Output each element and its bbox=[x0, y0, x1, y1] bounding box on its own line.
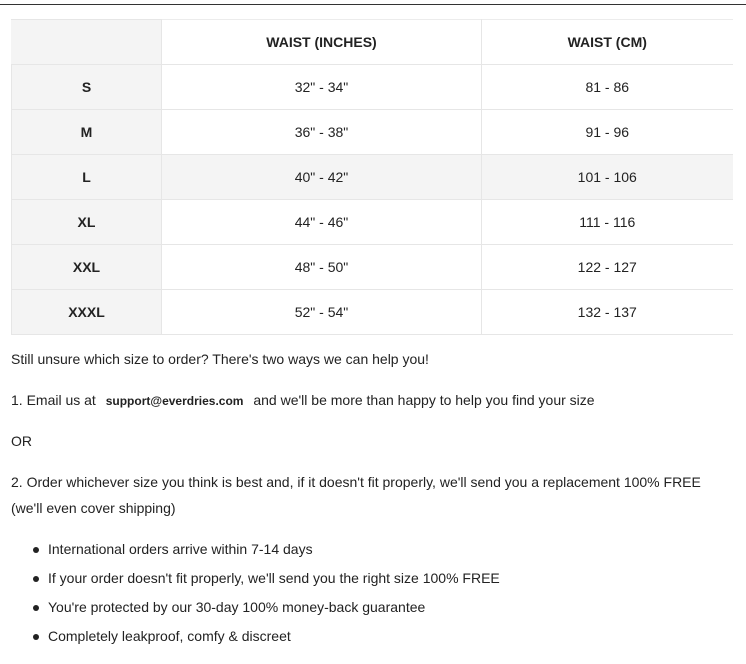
help-intro: Still unsure which size to order? There's two ways we can help you! bbox=[11, 351, 429, 367]
header-waist-cm: WAIST (CM) bbox=[482, 20, 733, 65]
waist-inches-cell: 32" - 34" bbox=[162, 65, 482, 110]
bullet-icon bbox=[33, 547, 39, 553]
table-row bbox=[12, 65, 733, 110]
help-option-email bbox=[11, 387, 595, 414]
support-email-link[interactable]: support@everdries.com bbox=[105, 394, 244, 408]
waist-cm-cell: 81 - 86 bbox=[482, 65, 733, 110]
list-item-text: International orders arrive within 7-14 days bbox=[48, 541, 313, 557]
size-label: L bbox=[12, 155, 162, 200]
list-item-text: If your order doesn't fit properly, we'll send you the right size 100% FREE bbox=[48, 570, 500, 586]
table-row bbox=[12, 200, 733, 245]
waist-inches-cell: 40" - 42" bbox=[162, 155, 482, 200]
list-item bbox=[48, 593, 500, 622]
waist-cm-cell: 122 - 127 bbox=[482, 245, 733, 290]
table-header-row bbox=[12, 20, 733, 65]
size-chart-table bbox=[11, 19, 733, 335]
waist-inches-cell: 36" - 38" bbox=[162, 110, 482, 155]
table-row bbox=[12, 290, 733, 335]
size-label: M bbox=[12, 110, 162, 155]
list-item-text: You're protected by our 30-day 100% money-back guarantee bbox=[48, 599, 426, 615]
size-label: XL bbox=[12, 200, 162, 245]
table-row bbox=[12, 155, 733, 200]
help-option-replacement: 2. Order whichever size you think is best and, if it doesn't fit properly, we'll send you a replacement 100% FREE (we'll even cover shipping) bbox=[11, 474, 701, 516]
bullet-icon bbox=[33, 605, 39, 611]
waist-cm-cell: 111 - 116 bbox=[482, 200, 733, 245]
table-header-corner bbox=[12, 20, 162, 65]
table-row bbox=[12, 110, 733, 155]
list-item bbox=[48, 564, 500, 593]
table-row bbox=[12, 245, 733, 290]
benefits-list bbox=[11, 535, 500, 651]
option1-suffix: and we'll be more than happy to help you find your size bbox=[253, 392, 595, 408]
size-label: XXXL bbox=[12, 290, 162, 335]
list-item bbox=[48, 622, 500, 651]
option1-prefix: 1. Email us at bbox=[11, 392, 96, 408]
waist-cm-cell: 91 - 96 bbox=[482, 110, 733, 155]
size-label: S bbox=[12, 65, 162, 110]
list-item-text: Completely leakproof, comfy & discreet bbox=[48, 628, 291, 644]
size-label: XXL bbox=[12, 245, 162, 290]
waist-inches-cell: 44" - 46" bbox=[162, 200, 482, 245]
waist-cm-cell: 132 - 137 bbox=[482, 290, 733, 335]
header-waist-inches: WAIST (INCHES) bbox=[162, 20, 482, 65]
waist-inches-cell: 48" - 50" bbox=[162, 245, 482, 290]
help-or: OR bbox=[11, 433, 32, 449]
bullet-icon bbox=[33, 634, 39, 640]
list-item bbox=[48, 535, 500, 564]
top-divider bbox=[0, 4, 746, 5]
waist-inches-cell: 52" - 54" bbox=[162, 290, 482, 335]
bullet-icon bbox=[33, 576, 39, 582]
waist-cm-cell: 101 - 106 bbox=[482, 155, 733, 200]
